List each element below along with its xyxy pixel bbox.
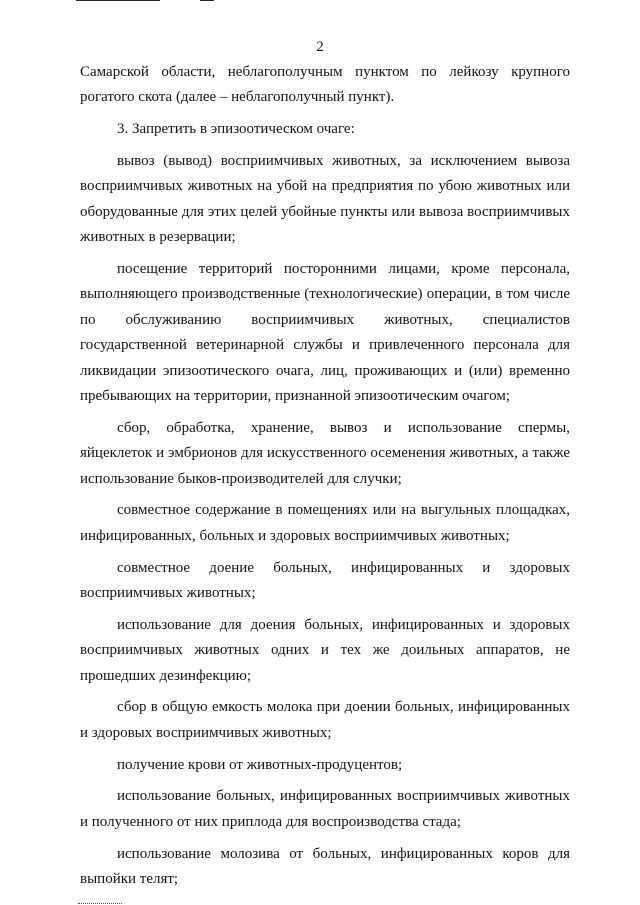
paragraph-continuation: Самарской области, неблагополучным пунктом по лейкозу крупного рогатого скота (далее – неблагополучный пункт). [80, 64, 570, 106]
paragraph-ban-blood: получение крови от животных-продуцентов; [117, 756, 403, 773]
top-edge-line [76, 0, 160, 1]
paragraph-ban-semen: сбор, обработка, хранение, вывоз и использование спермы, яйцеклеток и эмбрионов для искусственного осеменения животных, а также использование быков-производителей для случки; [80, 419, 570, 487]
paragraph-ban-joint-milking: совместное доение больных, инфицированных и здоровых восприимчивых животных; [80, 559, 570, 602]
top-edge-mark [200, 0, 214, 1]
paragraph-ban-colostrum: использование молозива от больных, инфицированных коров для выпойки телят; [80, 845, 570, 888]
paragraph-ban-joint-keeping: совместное содержание в помещениях или на выгульных площадках, инфицированных, больных и здоровых восприимчивых животных; [80, 502, 570, 544]
document-body [80, 60, 570, 892]
paragraph-section-3: 3. Запретить в эпизоотическом очаге: [117, 121, 355, 138]
paragraph-ban-milking-machines: использование для доения больных, инфицированных и здоровых восприимчивых животных одних и тех же доильных аппаратов, не прошедших дезинфекцию; [80, 616, 570, 684]
paragraph-ban-visits: посещение территорий посторонними лицами, кроме персонала, выполняющего производственные (технологические) операции, в том числе по обслуживанию восприимчивых животных, специалистов государственной ветеринарной службы и привлеченного персонала для ликвидации эпизоотического очага, лиц, проживающих и (или) временно пребывающих на территории, признанной эпизоотическим очагом; [80, 261, 570, 405]
paragraph-ban-milk-collection: сбор в общую емкость молока при доении больных, инфицированных и здоровых восприимчивых животных; [80, 699, 570, 741]
paragraph-ban-reproduction: использование больных, инфицированных восприимчивых животных и полученного от них приплода для воспроизводства стада; [80, 788, 570, 830]
paragraph-ban-export: вывоз (вывод) восприимчивых животных, за исключением вывоза восприимчивых животных на убой на предприятия по убою животных или оборудованные для этих целей убойные пункты или вывоза восприимчивых животных в резервации; [80, 153, 570, 246]
page-number: 2 [316, 39, 324, 55]
bottom-edge-mark [78, 903, 122, 904]
